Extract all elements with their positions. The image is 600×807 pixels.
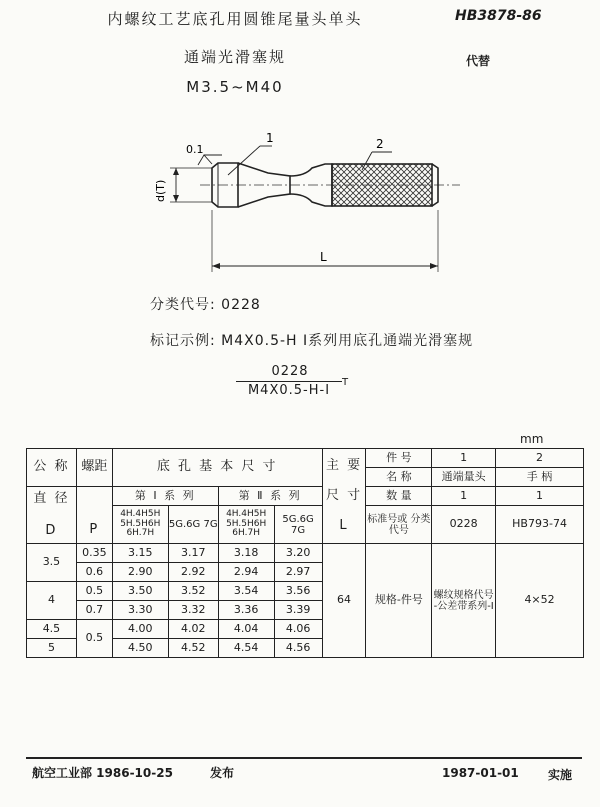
name-2: 手 柄: [496, 468, 584, 487]
series-1-header: 第 Ⅰ 系 列: [112, 487, 218, 506]
table-cell: 4.50: [112, 639, 168, 658]
table-cell: 2.90: [112, 563, 168, 582]
part-1-label: 1: [266, 131, 274, 145]
table-cell: 4.04: [218, 620, 274, 639]
table-row-D: 5: [27, 639, 77, 658]
standard-code: HB3878-86: [455, 8, 542, 24]
unit-label: mm: [520, 432, 544, 446]
part-no-2: 2: [496, 449, 584, 468]
name-1: 通端量头: [432, 468, 496, 487]
class-code-line: 分类代号: 0228: [150, 297, 261, 313]
table-row-P: 0.5: [76, 620, 112, 658]
surface-finish-label: 0.1: [186, 143, 204, 156]
pitch-header-2: P: [76, 487, 112, 544]
footer-rule: [26, 757, 582, 759]
table-cell: 3.54: [218, 582, 274, 601]
std-2: HB793-74: [496, 506, 584, 544]
plug-gauge-drawing: [140, 130, 470, 280]
table-cell: 3.56: [274, 582, 322, 601]
spec-2: 4×52: [496, 544, 584, 658]
series-2-header: 第 Ⅱ 系 列: [218, 487, 322, 506]
length-label: L: [320, 250, 327, 264]
part-no-label: 件 号: [366, 449, 432, 468]
table-row-P: 0.6: [76, 563, 112, 582]
table-cell: 4.54: [218, 639, 274, 658]
name-label: 名 称: [366, 468, 432, 487]
table-cell: 4.06: [274, 620, 322, 639]
table-cell: 3.15: [112, 544, 168, 563]
mark-example-line: 标记示例: M4X0.5-H Ⅰ系列用底孔通端光滑塞规: [150, 333, 474, 349]
tol-b-header-1: 5G.6G 7G: [168, 506, 218, 544]
spec-label: 规格-件号: [366, 544, 432, 658]
fraction-denominator: M4X0.5-H-Ⅰ: [247, 383, 331, 398]
table-row-P: 0.35: [76, 544, 112, 563]
part-no-1: 1: [432, 449, 496, 468]
diameter-label: d(T): [154, 179, 167, 202]
spec-1: 螺纹规格代号 -公差带系列-Ⅰ: [432, 544, 496, 658]
tol-a-header-2: 4H.4H5H 5H.5H6H 6H.7H: [218, 506, 274, 544]
pitch-header-1: 螺距: [76, 449, 112, 487]
table-cell: 3.52: [168, 582, 218, 601]
nominal-header-2: 直 径 D: [27, 487, 77, 544]
fraction-bar: [236, 381, 342, 382]
effective-label: 实施: [548, 768, 573, 782]
spec-table: [26, 448, 584, 658]
title-line-2: 通端光滑塞规: [183, 48, 286, 66]
table-cell: 4.02: [168, 620, 218, 639]
main-size-header: 主 要 尺 寸 L: [322, 449, 366, 544]
issuer-date: 航空工业部 1986-10-25: [32, 766, 173, 780]
table-row-P: 0.5: [76, 582, 112, 601]
L-value: 64: [322, 544, 366, 658]
nominal-header-1: 公 称: [27, 449, 77, 487]
part-2-label: 2: [376, 137, 384, 151]
tol-a-header-1: 4H.4H5H 5H.5H6H 6H.7H: [112, 506, 168, 544]
issue-label: 发布: [210, 766, 235, 780]
table-cell: 3.36: [218, 601, 274, 620]
table-cell: 4.52: [168, 639, 218, 658]
knurled-handle: [332, 164, 432, 206]
table-cell: 2.97: [274, 563, 322, 582]
qty-1: 1: [432, 487, 496, 506]
table-cell: 2.92: [168, 563, 218, 582]
fraction-superscript: T: [342, 377, 349, 388]
table-cell: 4.56: [274, 639, 322, 658]
title-line-3: M3.5~M40: [186, 78, 284, 96]
table-row-D: 4: [27, 582, 77, 620]
surface-finish-icon: [198, 155, 212, 165]
table-row-P: 0.7: [76, 601, 112, 620]
base-size-header: 底 孔 基 本 尺 寸: [112, 449, 322, 487]
std-label: 标准号或 分类代号: [366, 506, 432, 544]
table-cell: 3.17: [168, 544, 218, 563]
table-row-D: 3.5: [27, 544, 77, 582]
table-cell: 3.30: [112, 601, 168, 620]
table-cell: 3.50: [112, 582, 168, 601]
table-cell: 4.00: [112, 620, 168, 639]
effective-date: 1987-01-01: [442, 766, 519, 780]
table-cell: 3.32: [168, 601, 218, 620]
fraction-numerator: 0228: [271, 364, 309, 379]
qty-label: 数 量: [366, 487, 432, 506]
qty-2: 1: [496, 487, 584, 506]
table-cell: 3.39: [274, 601, 322, 620]
tol-b-header-2: 5G.6G 7G: [274, 506, 322, 544]
replaces-label: 代替: [466, 54, 491, 68]
table-cell: 3.20: [274, 544, 322, 563]
std-1: 0228: [432, 506, 496, 544]
table-cell: 3.18: [218, 544, 274, 563]
table-cell: 2.94: [218, 563, 274, 582]
table-row-D: 4.5: [27, 620, 77, 639]
title-line-1: 内螺纹工艺底孔用圆锥尾量头单头: [107, 10, 363, 28]
